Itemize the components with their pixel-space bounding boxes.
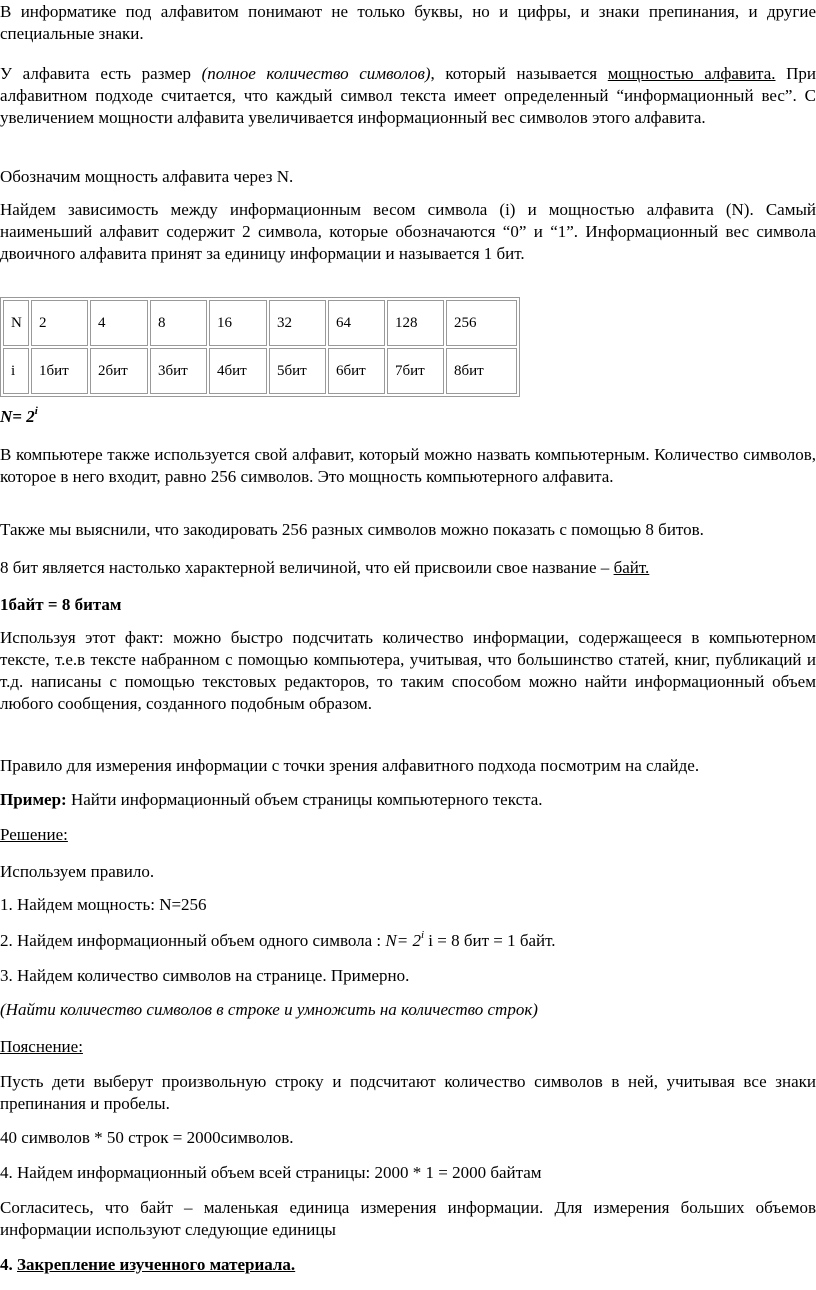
formula [0,406,816,428]
table-cell: 64 [328,300,385,346]
explanation-heading: Пояснение: [0,1037,83,1056]
paragraph-calculation: 40 символов * 50 строк = 2000символов. [0,1128,294,1147]
text: Найти информационный объем страницы компьютерного текста. [66,790,543,809]
solution-heading: Решение: [0,825,68,844]
text: У алфавита есть размер [0,64,202,83]
table-cell: 5бит [269,348,326,394]
table-cell: 8бит [446,348,517,394]
italic-note: (полное количество символов) [201,64,431,83]
section-title: Закрепление изученного материала. [17,1255,296,1274]
term-alphabet-power: мощностью алфавита. [607,64,776,83]
paragraph-byte-name [0,557,816,579]
formula-base: N= 2 [0,407,35,426]
table-row-i [3,348,517,394]
table-cell: 2бит [90,348,148,394]
byte-equation: 1байт = 8 битам [0,595,122,614]
text: При алфавитном подходе считается, что каждый символ текста имеет определенный “информационный вес”. С увеличением мощности алфавита увеличивается информационный вес символов этого алфавита. [0,64,816,127]
table-row-n [3,300,517,346]
paragraph-fact-usage: Используя этот факт: можно быстро подсчитать количество информации, содержащееся в компьютерном тексте, т.е.в тексте набранном с помощью компьютера, учитывая, что большинство статей, книг, публикаций и т.д. написаны с помощью текстовых редакторов, то таким способом можно найти информационный объем любого сообщения, созданного подобным образом. [0,628,816,713]
table-cell: 7бит [387,348,444,394]
formula-inline-exponent: i [420,929,425,942]
paragraph-rule: Правило для измерения информации с точки зрения алфавитного подхода посмотрим на слайде. [0,756,700,775]
step-3: 3. Найдем количество символов на странице. Примерно. [0,966,410,985]
paragraph-explanation: Пусть дети выберут произвольную строку и подсчитают количество символов в ней, учитывая все знаки препинания и пробелы. [0,1072,816,1113]
formula-exponent: i [34,405,38,418]
table-cell: 4 [90,300,148,346]
table-cell: 4бит [209,348,267,394]
text: 2. Найдем информационный объем одного символа : [0,931,386,950]
step-1: 1. Найдем мощность: N=256 [0,895,207,914]
term-byte: байт. [613,558,650,577]
paragraph-example [0,789,816,811]
paragraph-computer-alphabet: В компьютере также используется свой алфавит, который можно назвать компьютерным. Количество символов, которое в него входит, равно 256 символов. Это мощность компьютерного алфавита. [0,445,816,486]
table-cell: 8 [150,300,207,346]
step-3-note: (Найти количество символов в строке и умножить на количество строк) [0,1000,538,1019]
table-cell: 1бит [31,348,88,394]
table-cell: 6бит [328,348,385,394]
table-cell: i [3,348,29,394]
text: 8 бит является настолько характерной величиной, что ей присвоили свое название – [0,558,614,577]
paragraph-alphabet-power [0,63,816,129]
text: i = 8 бит = 1 байт. [424,931,556,950]
table-cell: 16 [209,300,267,346]
step-2 [0,930,816,952]
text: , который называется [430,64,608,83]
formula-inline: N= 2 [385,931,421,950]
step-4: 4. Найдем информационный объем всей страницы: 2000 * 1 = 2000 байтам [0,1163,542,1182]
paragraph-dependency: Найдем зависимость между информационным весом символа (i) и мощностью алфавита (N). Самый наименьший алфавит содержит 2 символа, которые обозначаются “0” и “1”. Информационный вес символа двоичного алфавита принят за единицу информации и называется 1 бит. [0,200,816,263]
section-number: 4. [0,1255,17,1274]
paragraph-use-rule: Используем правило. [0,862,155,881]
table-cell: 2 [31,300,88,346]
table-cell: 3бит [150,348,207,394]
table-cell: 128 [387,300,444,346]
table-cell: 32 [269,300,326,346]
example-label: Пример: [0,790,67,809]
table-cell: N [3,300,29,346]
power-weight-table [0,297,520,397]
paragraph-units: Согласитесь, что байт – маленькая единица измерения информации. Для измерения больших объемов информации используют следующие единицы [0,1198,816,1239]
paragraph-notation: Обозначим мощность алфавита через N. [0,167,294,186]
section-heading [0,1254,816,1276]
paragraph-alphabet-definition: В информатике под алфавитом понимают не только буквы, но и цифры, и знаки препинания, и другие специальные знаки. [0,2,816,43]
paragraph-256-symbols: Также мы выяснили, что закодировать 256 разных символов можно показать с помощью 8 битов. [0,520,704,539]
table-cell: 256 [446,300,517,346]
